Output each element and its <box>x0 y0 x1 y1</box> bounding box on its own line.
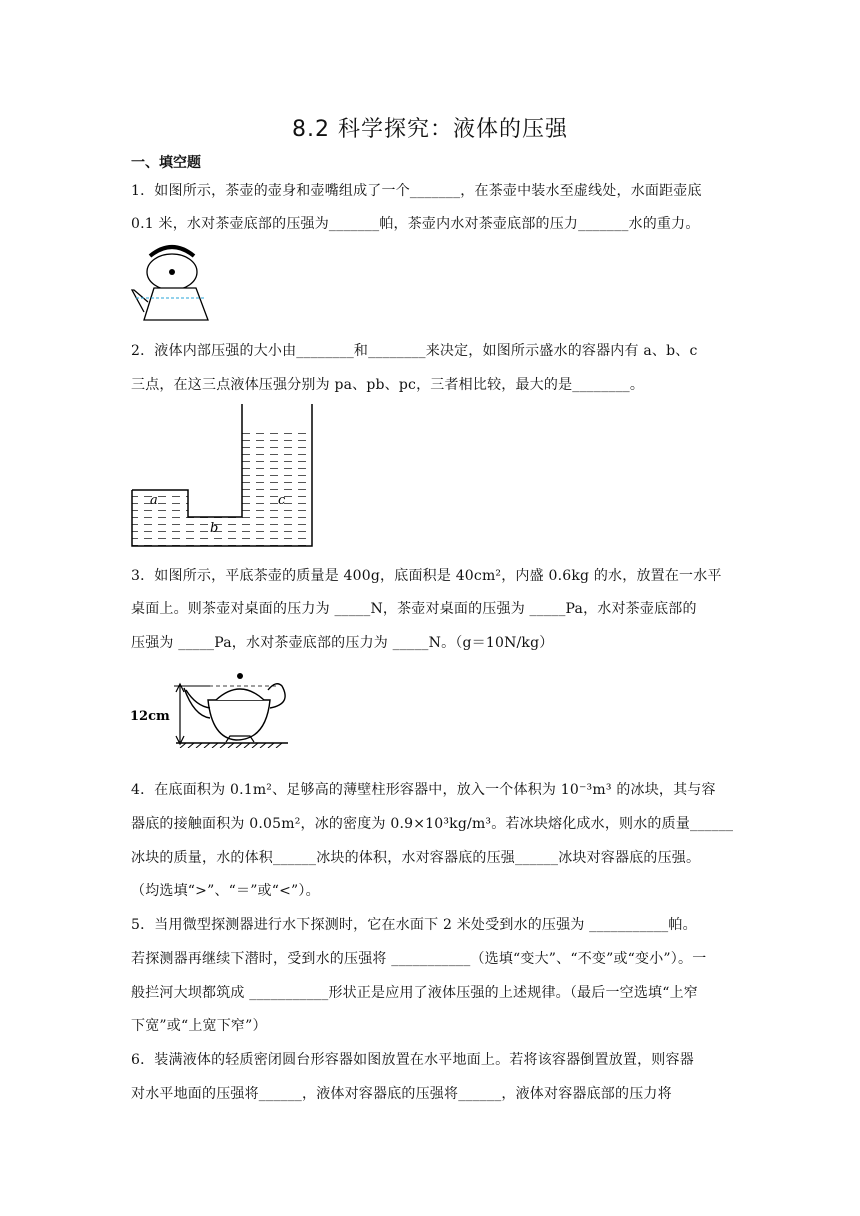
q5-line-2: 若探测器再继续下潜时，受到水的压强将 ___________（选填“变大”、“不变”或“变小”）。一 <box>131 951 707 967</box>
q5-line-1: 5．当用微型探测器进行水下探测时，它在水面下 2 米处受到水的压强为 ___________帕。 <box>131 917 697 933</box>
flat-teapot-figure <box>130 664 292 748</box>
teapot-figure <box>128 242 216 324</box>
q2-line-2: 三点，在这三点液体压强分别为 pa、pb、pc，三者相比较，最大的是________。 <box>131 377 645 393</box>
q4-line-1: 4．在底面积为 0.1m²、足够高的薄壁柱形容器中，放入一个体积为 10⁻³m³ 的冰块，其与容 <box>131 782 716 798</box>
q5-line-4: 下宽”或“上宽下窄”） <box>131 1018 267 1034</box>
q1-line-1: 1．如图所示，茶壶的壶身和壶嘴组成了一个_______，在茶壶中装水至虚线处，水面距壶底 <box>131 183 702 199</box>
section-heading: 一、填空题 <box>131 155 201 171</box>
height-label: 12cm <box>130 709 170 724</box>
q2-line-1: 2．液体内部压强的大小由________和________来决定，如图所示盛水的容器内有 a、b、c <box>131 343 698 359</box>
label-b: b <box>210 521 219 536</box>
q4-line-4: （均选填“>”、“＝”或“<”）。 <box>131 883 320 899</box>
container-figure <box>128 402 316 548</box>
q3-line-3: 压强为 _____Pa，水对茶壶底部的压力为 _____N。（g＝10N/kg） <box>131 635 554 651</box>
q5-line-3: 般拦河大坝都筑成 ___________形状正是应用了液体压强的上述规律。（最后一空选填“上窄 <box>131 985 699 1001</box>
q4-line-2: 器底的接触面积为 0.05m²，冰的密度为 0.9×10³kg/m³。若冰块熔化成水，则水的质量______ <box>131 816 734 832</box>
label-a: a <box>150 493 158 508</box>
q3-line-2: 桌面上。则茶壶对桌面的压力为 _____N，茶壶对桌面的压强为 _____Pa，水对茶壶底部的 <box>131 601 697 617</box>
q3-line-1: 3．如图所示，平底茶壶的质量是 400g，底面积是 40cm²，内盛 0.6kg 的水，放置在一水平 <box>131 568 722 584</box>
q4-line-3: 冰块的质量，水的体积______冰块的体积，水对容器底的压强______冰块对容器底的压强。 <box>131 850 701 866</box>
page-title: 8.2 科学探究：液体的压强 <box>292 117 568 142</box>
q6-line-1: 6．装满液体的轻质密闭圆台形容器如图放置在水平地面上。若将该容器倒置放置，则容器 <box>131 1052 694 1068</box>
label-c: c <box>278 493 286 508</box>
q6-line-2: 对水平地面的压强将______，液体对容器底的压强将______，液体对容器底部的压力将 <box>131 1086 672 1102</box>
q1-line-2: 0.1 米，水对茶壶底部的压强为_______帕，茶壶内水对茶壶底部的压力_______水的重力。 <box>131 216 700 232</box>
